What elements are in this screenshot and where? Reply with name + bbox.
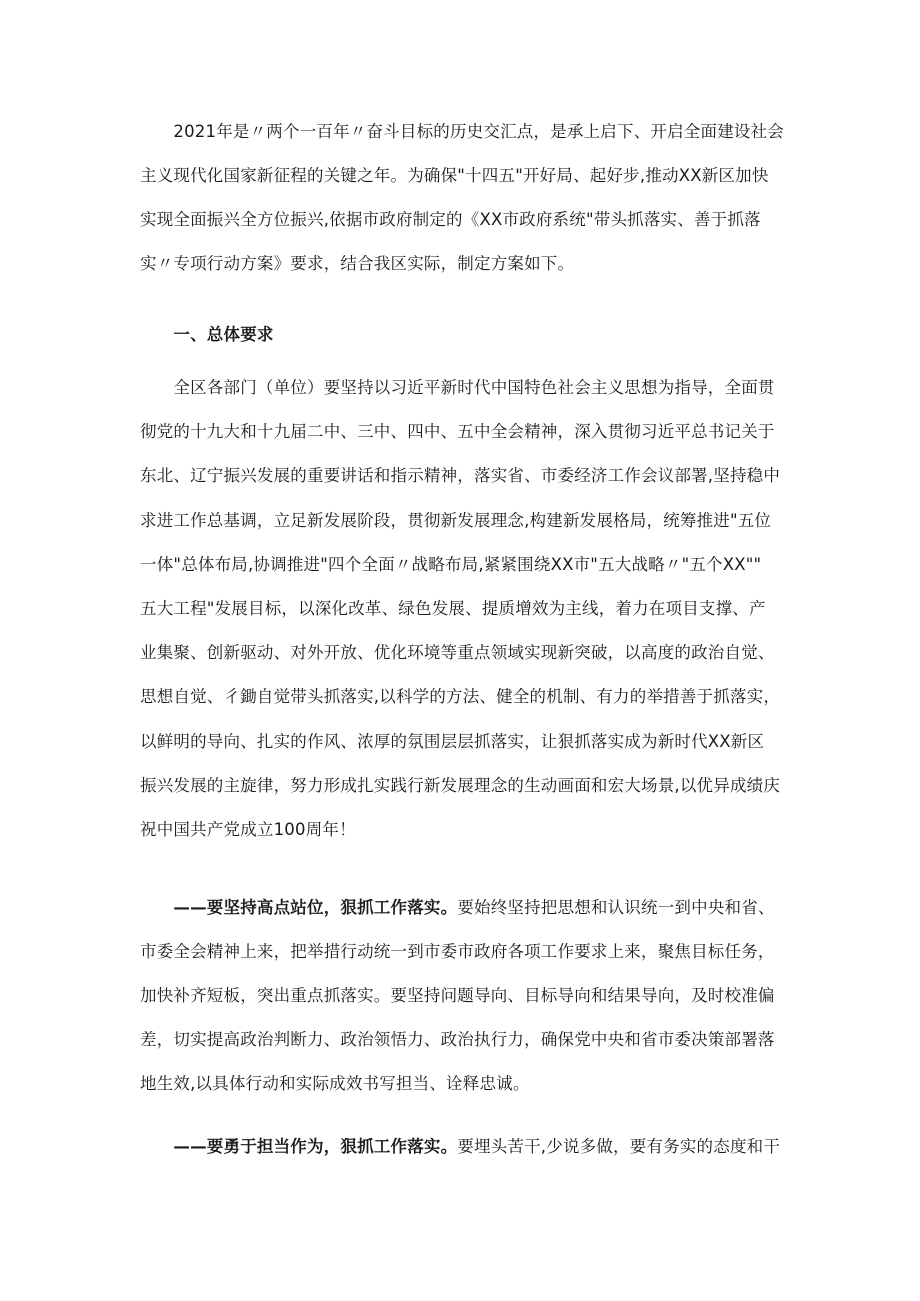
section-1-line-6: 五大工程"发展目标，以深化改革、绿色发展、提质增效为主线，着力在项目支撑、产 <box>140 599 766 618</box>
section-1-line-11: 祝中国共产党成立100周年！ <box>140 820 356 839</box>
point-1-line-3: 加快补齐短板，突出重点抓落实。要坚持问题导向、目标导向和结果导向，及时校准偏 <box>140 986 775 1005</box>
section-heading: 一、总体要求 <box>140 325 274 344</box>
section-1-line-4: 求进工作总基调，立足新发展阶段，贯彻新发展理念,构建新发展格局，统筹推进"五位 <box>140 511 772 530</box>
section-1-line-8: 思想自觉、彳鋤自觉带头抓落实,以科学的方法、健全的机制、有力的举措善于抓落实， <box>140 687 781 706</box>
section-1-line-7: 业集聚、创新驱动、对外开放、优化环境等重点领域实现新突破，以高度的政治自觉、 <box>140 643 775 662</box>
point-2-lead: ——要勇于担当作为，狠抓工作落实。 <box>140 1137 458 1156</box>
section-1-line-3: 东北、辽宁振兴发展的重要讲话和指示精神，落实省、市委经济工作会议部署,坚持稳中 <box>140 466 781 485</box>
intro-line-1: 2021年是〃两个一百年〃奋斗目标的历史交汇点，是承上启下、开启全面建设社会 <box>140 122 784 141</box>
point-1-line-1 <box>140 897 775 919</box>
point-2-line-1 <box>140 1136 780 1158</box>
point-1-line-5: 地生效,以具体行动和实际成效书写担当、诠释忠诚。 <box>140 1074 530 1093</box>
point-1-lead: ——要坚持高点站位，狠抓工作落实。 <box>140 898 458 917</box>
section-1-line-2: 彻党的十九大和十九届二中、三中、四中、五中全会精神，深入贯彻习近平总书记关于 <box>140 422 775 441</box>
section-1-line-1: 全区各部门（单位）要坚持以习近平新时代中国特色社会主义思想为指导，全面贯 <box>140 378 775 397</box>
point-1-rest: 要始终坚持把思想和认识统一到中央和省、 <box>457 898 775 917</box>
intro-line-4: 实〃专项行动方案》要求，结合我区实际，制定方案如下。 <box>140 254 575 273</box>
point-2-rest: 要埋头苦干,少说多做，要有务实的态度和干 <box>457 1137 781 1156</box>
point-1-line-2: 市委全会精神上来，把举措行动统一到市委市政府各项工作要求上来，聚焦目标任务， <box>140 942 775 961</box>
intro-line-2: 主义现代化国家新征程的关键之年。为确保"十四五"开好局、起好步,推动XX新区加快 <box>140 166 769 185</box>
point-1-line-4: 差，切实提高政治判断力、政治领悟力、政治执行力，确保党中央和省市委决策部署落 <box>140 1030 775 1049</box>
intro-line-3: 实现全面振兴全方位振兴,依据市政府制定的《XX市政府系统"带头抓落实、善于抓落 <box>140 210 761 229</box>
section-1-line-9: 以鲜明的导向、扎实的作风、浓厚的氛围层层抓落实，让狠抓落实成为新时代XX新区 <box>140 732 765 751</box>
section-1-line-5: 一体"总体布局,协调推进"四个全面〃战略布局,紧紧围绕XX市"五大战略〃"五个XX"" <box>140 555 762 574</box>
section-1-line-10: 振兴发展的主旋律，努力形成扎实践行新发展理念的生动画面和宏大场景,以优异成绩庆 <box>140 776 781 795</box>
